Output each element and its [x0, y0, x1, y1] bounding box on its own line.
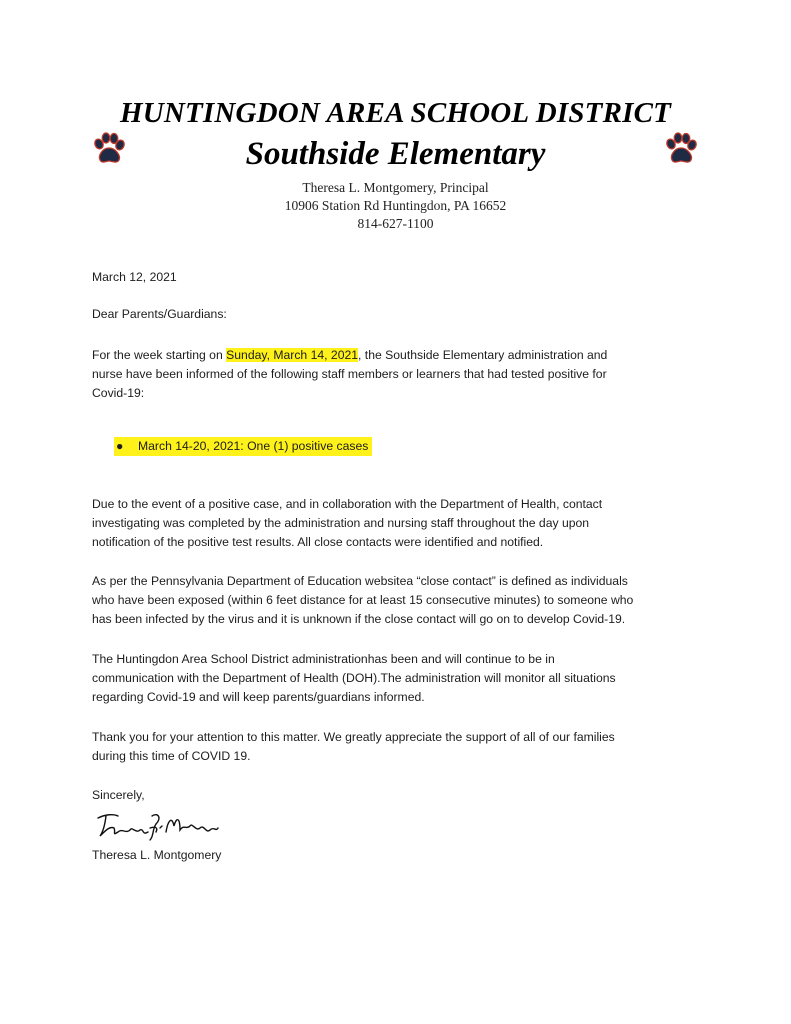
para3-line-1: The Huntingdon Area School District administrationhas been and will continue to be in: [92, 652, 555, 666]
district-name: HUNTINGDON AREA SCHOOL DISTRICT: [119, 97, 672, 129]
bullet-dot-icon: ●: [116, 439, 124, 453]
para2-line-1: As per the Pennsylvania Department of Education websitea “close contact” is defined as individuals: [92, 574, 628, 588]
intro-line-3: Covid-19:: [92, 386, 145, 400]
handwritten-signature: [92, 806, 222, 844]
para3-line-2: communication with the Department of Health (DOH).The administration will monitor all situations: [92, 671, 616, 685]
para1-line-1: Due to the event of a positive case, and in collaboration with the Department of Health, contact: [92, 497, 603, 511]
intro-text-after: , the Southside Elementary administration and: [358, 348, 608, 362]
letter-date: March 12, 2021: [92, 270, 177, 284]
para2-line-2: who have been exposed (within 6 feet distance for at least 15 consecutive minutes) to someone who: [92, 593, 634, 607]
principal-line: Theresa L. Montgomery, Principal: [302, 180, 489, 195]
closing: Sincerely,: [92, 788, 145, 802]
intro-line-1: [92, 346, 702, 365]
intro-text-before: For the week starting on: [92, 348, 227, 362]
case-bullet: [114, 437, 372, 456]
intro-line-2: nurse have been informed of the following staff members or learners that had tested positive for: [92, 367, 607, 381]
para3-line-3: regarding Covid-19 and will keep parents/guardians informed.: [92, 690, 425, 704]
phone-line: 814-627-1100: [357, 216, 434, 231]
school-name: Southside Elementary: [245, 136, 546, 172]
address-line: 10906 Station Rd Huntingdon, PA 16652: [284, 198, 507, 213]
para4-line-1: Thank you for your attention to this matter. We greatly appreciate the support of all of our families: [92, 730, 615, 744]
para4-line-2: during this time of COVID 19.: [92, 749, 251, 763]
highlighted-date: Sunday, March 14, 2021: [226, 348, 359, 362]
para1-line-3: notification of the positive test results. All close contacts were identified and notified.: [92, 535, 544, 549]
bullet-text: March 14-20, 2021: One (1) positive cases: [138, 439, 369, 453]
para1-line-2: investigating was completed by the administration and nursing staff throughout the day upon: [92, 516, 590, 530]
para2-line-3: has been infected by the virus and it is unknown if the close contact will go on to develop Covid-19.: [92, 612, 626, 626]
signature-name: Theresa L. Montgomery: [92, 848, 222, 862]
salutation: Dear Parents/Guardians:: [92, 307, 227, 321]
